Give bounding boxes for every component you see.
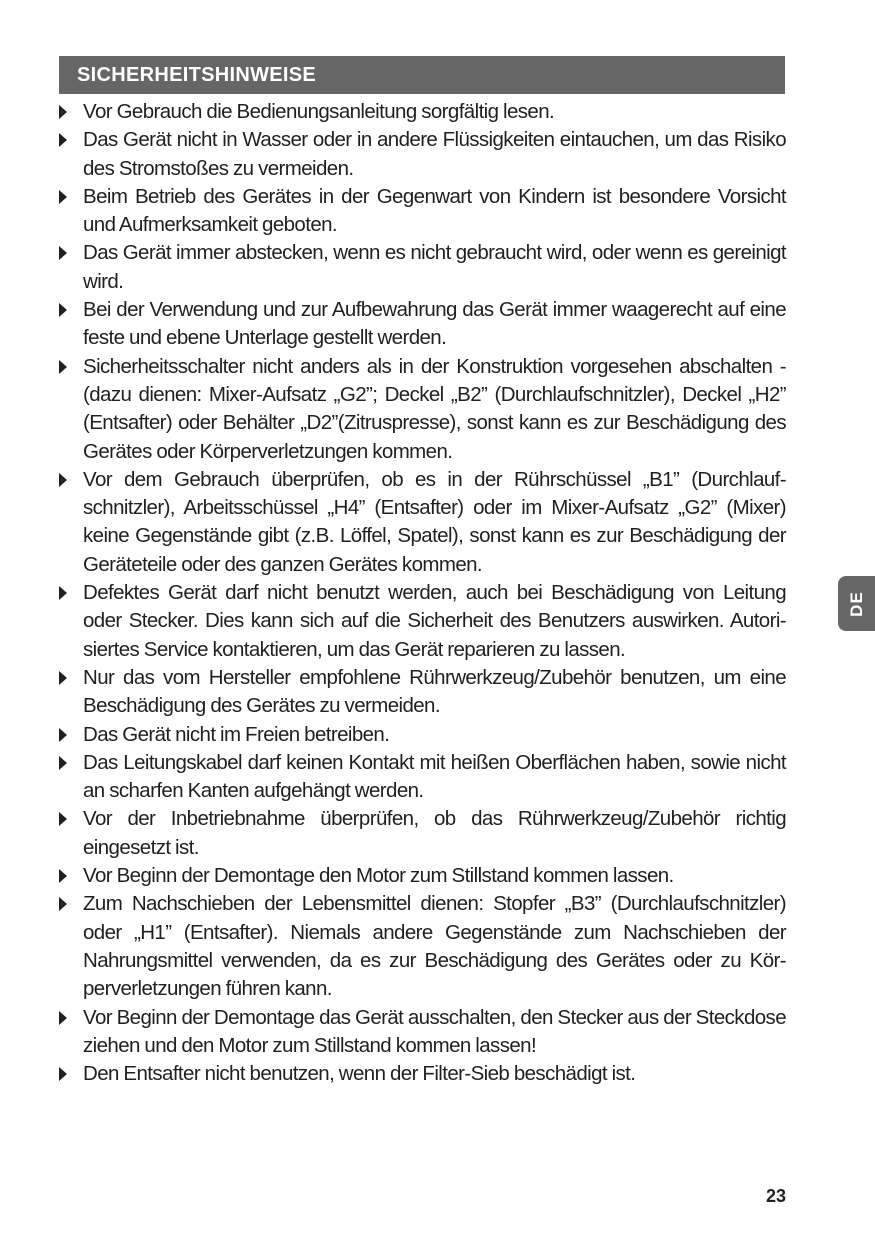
list-item-text: Das Gerät nicht im Freien betreiben.: [83, 722, 390, 746]
list-item: [59, 664, 786, 721]
bullet-icon: [59, 1011, 67, 1025]
list-item: [59, 890, 786, 1003]
list-item-text: Defektes Gerät darf nicht benutzt werden, auch bei Beschädigung von Leitung oder Stecker. Dies kann sich auf die Sicherheit des Benutzers auswirken. Autori-siertes Service kontaktieren, um das Gerät reparieren zu lassen.: [83, 581, 786, 661]
list-item: [59, 1004, 786, 1061]
list-item: [59, 862, 786, 890]
bullet-icon: [59, 586, 67, 600]
bullet-icon: [59, 812, 67, 826]
list-item: [59, 296, 786, 353]
list-item-text: Das Gerät nicht in Wasser oder in andere Flüssigkeiten eintauchen, um das Risiko des Stromstoßes zu vermeiden.: [83, 128, 786, 180]
list-item: [59, 183, 786, 240]
safety-instructions-list: [59, 98, 786, 1088]
bullet-icon: [59, 869, 67, 883]
list-item-text: Das Gerät immer abstecken, wenn es nicht gebraucht wird, oder wenn es gereinigt wird.: [83, 241, 786, 293]
bullet-icon: [59, 671, 67, 685]
bullet-icon: [59, 105, 67, 119]
list-item-text: Vor der Inbetriebnahme überprüfen, ob das Rührwerkzeug/Zubehör richtig eingesetzt ist.: [83, 807, 786, 859]
section-title: SICHERHEITSHINWEISE: [77, 63, 317, 86]
list-item: [59, 579, 786, 664]
list-item: [59, 466, 786, 579]
bullet-icon: [59, 360, 67, 374]
list-item-text: Den Entsafter nicht benutzen, wenn der Filter-Sieb beschädigt ist.: [83, 1062, 636, 1086]
bullet-icon: [59, 897, 67, 911]
list-item: [59, 721, 786, 749]
bullet-icon: [59, 190, 67, 204]
list-item-text: Vor dem Gebrauch überprüfen, ob es in der Rührschüssel „B1” (Durchlauf-schnitzler), Arbeitsschüssel „H4” (Entsafter) oder im Mixer-Aufsatz „G2” (Mixer) keine Gegenstände gibt (z.B. Löffel, Spatel), sonst kann es zur Beschädigung der Geräteteile oder des ganzen Gerätes kommen.: [83, 467, 786, 576]
list-item: [59, 98, 786, 126]
bullet-icon: [59, 303, 67, 317]
bullet-icon: [59, 728, 67, 742]
list-item: [59, 353, 786, 466]
list-item-text: Vor Beginn der Demontage den Motor zum Stillstand kommen lassen.: [83, 864, 674, 888]
bullet-icon: [59, 133, 67, 147]
bullet-icon: [59, 1067, 67, 1081]
list-item-text: Vor Beginn der Demontage das Gerät ausschalten, den Stecker aus der Steckdose ziehen und den Motor zum Stillstand kommen lassen!: [83, 1005, 786, 1057]
list-item: [59, 1060, 786, 1088]
bullet-icon: [59, 473, 67, 487]
list-item-text: Bei der Verwendung und zur Aufbewahrung das Gerät immer waagerecht auf eine feste und ebene Unterlage gestellt werden.: [83, 298, 786, 350]
list-item: [59, 126, 786, 183]
bullet-icon: [59, 246, 67, 260]
list-item-text: Das Leitungskabel darf keinen Kontakt mit heißen Oberflächen haben, sowie nicht an scharfen Kanten aufgehängt werden.: [83, 750, 786, 803]
language-tab: [838, 576, 875, 631]
list-item: [59, 239, 786, 296]
section-header: [59, 56, 785, 94]
list-item-text: Vor Gebrauch die Bedienungsanleitung sorgfältig lesen.: [83, 100, 555, 123]
list-item-text: Sicherheitsschalter nicht anders als in der Konstruktion vorgesehen abschalten - (dazu dienen: Mixer-Aufsatz „G2”; Deckel „B2” (Durchlaufschnitzler), Deckel „H2” (Entsafter) oder Behälter „D2”(Zitruspresse), sonst kann es zur Beschädigung des Gerätes oder Körperverletzungen kommen.: [83, 354, 786, 463]
list-item-text: Beim Betrieb des Gerätes in der Gegenwart von Kindern ist besondere Vorsicht und Aufmerksamkeit geboten.: [83, 184, 786, 237]
list-item-text: Nur das vom Hersteller empfohlene Rührwerkzeug/Zubehör benutzen, um eine Beschädigung des Gerätes zu vermeiden.: [83, 665, 786, 718]
bullet-icon: [59, 756, 67, 770]
page-number: 23: [765, 1186, 786, 1206]
list-item: [59, 749, 786, 806]
list-item: [59, 805, 786, 862]
list-item-text: Zum Nachschieben der Lebensmittel dienen: Stopfer „B3” (Durchlaufschnitzler) oder „H1” (Entsafter). Niemals andere Gegenstände zum Nachschieben der Nahrungsmittel verwenden, da es zur Beschädigung des Gerätes oder zu Kör-perverletzungen führen kann.: [83, 892, 786, 1001]
language-label: DE: [846, 590, 866, 617]
